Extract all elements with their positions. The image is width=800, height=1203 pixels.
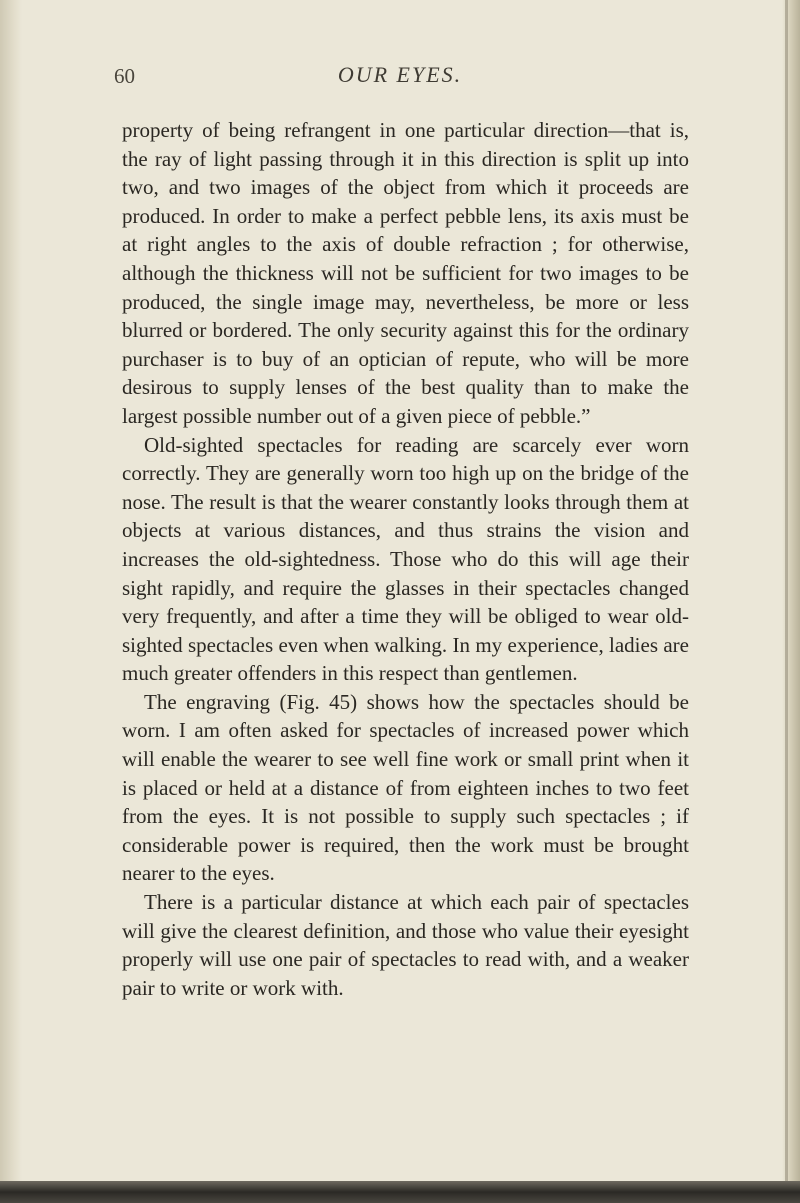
page-number: 60 — [114, 64, 135, 88]
scan-bottom-edge — [0, 1181, 800, 1203]
page-edge-line — [785, 0, 788, 1203]
paragraph-particular-distance: There is a particular distance at which each pair of spectacles will give the clearest definition, and those who value their eyesight properly will use one pair of spectacles to read with, and a weaker pair to write or work with. — [122, 890, 689, 1000]
running-head: OUR EYES. — [337, 62, 463, 87]
paragraph-continued: property of being refrangent in one particular direction—that is, the ray of light passing through it in this direction is split up into two, and two images of the object from which it proceeds are produced. In order to make a perfect pebble lens, its axis must be at right angles to the axis of double refraction ; for otherwise, although the thickness will not be sufficient for two images to be produced, the single image may, nevertheless, be more or less blurred or bordered. The only security against this for the ordinary purchaser is to buy of an optician of repute, who will be more desirous to supply lenses of the best quality than to make the largest possible number out of a given piece of pebble.” — [122, 118, 689, 428]
page-gutter-shadow — [0, 0, 22, 1203]
body-text — [122, 116, 689, 1002]
paragraph-engraving: The engraving (Fig. 45) shows how the spectacles should be worn. I am often asked for spectacles of increased power which will enable the wearer to see well fine work or small print when it is placed or held at a distance of from eighteen inches to two feet from the eyes. It is not possible to supply such spectacles ; if considerable power is required, then the work must be brought nearer to the eyes. — [122, 689, 689, 886]
paragraph-old-sighted-spectacles: Old-sighted spectacles for reading are scarcely ever worn correctly. They are generally worn too high up on the bridge of the nose. The result is that the wearer constantly looks through them at objects at various distances, and thus strains the vision and increases the old-sightedness. Those who do this will age their sight rapidly, and require the glasses in their spectacles changed very frequently, and after a time they will be obliged to wear old-sighted spectacles even when walking. In my experience, ladies are much greater offenders in this respect than gentlemen. — [122, 432, 689, 686]
